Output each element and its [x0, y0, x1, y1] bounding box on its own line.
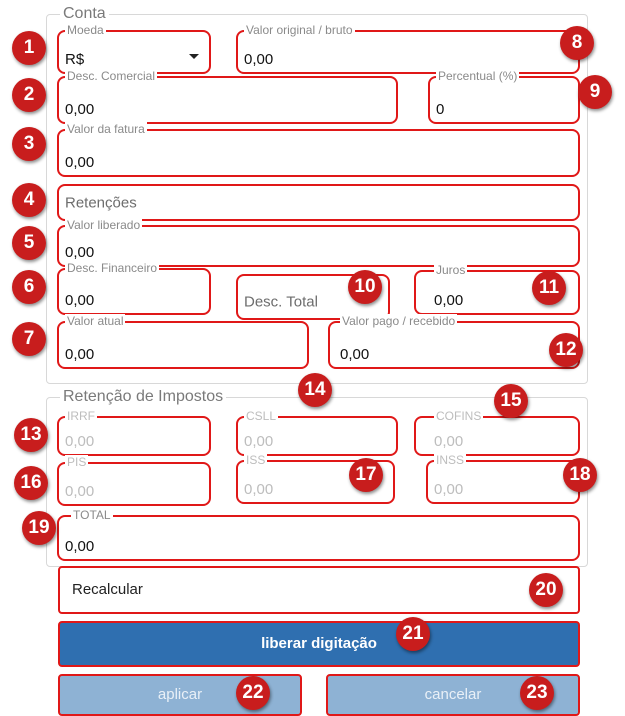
retencao-legend: Retenção de Impostos	[60, 388, 226, 406]
recalcular-button[interactable]	[58, 566, 580, 614]
annotation-badge-7: 7	[12, 322, 46, 356]
valor-original-value: 0,00	[244, 51, 274, 68]
desc-financeiro-label: Desc. Financeiro	[67, 261, 158, 275]
annotation-badge-17: 17	[349, 458, 383, 492]
valor-pago-value: 0,00	[340, 346, 370, 363]
aplicar-label: aplicar	[157, 686, 203, 703]
desc-comercial-label: Desc. Comercial	[67, 69, 156, 83]
annotation-badge-20: 20	[529, 573, 563, 607]
annotation-badge-6: 6	[12, 270, 46, 304]
irrf-value: 0,00	[65, 433, 95, 450]
cofins-value: 0,00	[434, 433, 464, 450]
irrf-input	[57, 409, 211, 456]
desc-comercial-input[interactable]	[57, 69, 398, 124]
liberar-digitacao-label: liberar digitação	[261, 635, 377, 652]
conta-legend: Conta	[60, 5, 109, 23]
inss-input	[426, 453, 580, 504]
iss-value: 0,00	[244, 481, 274, 498]
annotation-badge-3: 3	[12, 127, 46, 161]
annotation-badge-15: 15	[494, 384, 528, 418]
retencoes-input[interactable]	[57, 184, 580, 221]
iss-label: ISS	[246, 453, 266, 467]
valor-liberado-label: Valor liberado	[67, 218, 141, 232]
valor-pago-label: Valor pago / recebido	[342, 314, 456, 328]
annotation-badge-22: 22	[236, 676, 270, 710]
cofins-input	[414, 409, 580, 456]
juros-label: Juros	[436, 263, 466, 277]
annotation-badge-5: 5	[12, 226, 46, 260]
annotation-badge-12: 12	[549, 333, 583, 367]
cofins-label: COFINS	[436, 409, 482, 423]
percentual-label: Percentual (%)	[438, 69, 518, 83]
pis-input	[57, 455, 211, 506]
recalcular-label: Recalcular	[72, 581, 143, 598]
desc-comercial-value: 0,00	[65, 101, 95, 118]
inss-label: INSS	[436, 453, 465, 467]
valor-original-input[interactable]	[236, 23, 580, 74]
moeda-label: Moeda	[67, 23, 104, 37]
moeda-select[interactable]	[57, 23, 211, 74]
liberar-digitacao-button[interactable]	[58, 621, 580, 667]
valor-original-label: Valor original / bruto	[246, 23, 353, 37]
csll-input	[236, 409, 398, 456]
cancelar-label: cancelar	[424, 686, 482, 703]
pis-label: PIS	[67, 455, 87, 469]
valor-fatura-value: 0,00	[65, 154, 95, 171]
moeda-value: R$	[65, 51, 85, 68]
csll-value: 0,00	[244, 433, 274, 450]
pis-value: 0,00	[65, 483, 95, 500]
valor-fatura-input[interactable]	[57, 122, 580, 177]
irrf-label: IRRF	[67, 409, 95, 423]
valor-liberado-value: 0,00	[65, 244, 95, 261]
inss-value: 0,00	[434, 481, 464, 498]
total-label: TOTAL	[73, 508, 111, 522]
annotation-badge-4: 4	[12, 183, 46, 217]
annotation-badge-23: 23	[520, 676, 554, 710]
retencoes-placeholder: Retenções	[65, 194, 137, 211]
desc-financeiro-value: 0,00	[65, 292, 95, 309]
annotation-badge-1: 1	[12, 31, 46, 65]
annotation-badge-8: 8	[560, 26, 594, 60]
annotation-badge-16: 16	[14, 466, 48, 500]
total-value: 0,00	[65, 538, 95, 555]
csll-label: CSLL	[246, 409, 277, 423]
valor-atual-value: 0,00	[65, 346, 95, 363]
annotation-badge-9: 9	[578, 75, 612, 109]
valor-atual-label: Valor atual	[67, 314, 124, 328]
annotation-badge-10: 10	[348, 270, 382, 304]
annotation-badge-14: 14	[298, 373, 332, 407]
annotation-badge-21: 21	[396, 617, 430, 651]
annotation-badge-2: 2	[12, 78, 46, 112]
valor-pago-input[interactable]	[328, 314, 580, 369]
annotation-badge-13: 13	[14, 418, 48, 452]
percentual-input[interactable]	[428, 69, 580, 124]
annotation-badge-18: 18	[563, 458, 597, 492]
desc-financeiro-input[interactable]	[57, 261, 211, 315]
annotation-badge-19: 19	[22, 511, 56, 545]
juros-value: 0,00	[434, 292, 464, 309]
annotation-badge-11: 11	[532, 271, 566, 305]
total-input[interactable]	[57, 508, 580, 561]
desc-total-placeholder: Desc. Total	[244, 293, 318, 311]
percentual-value: 0	[436, 101, 445, 118]
chevron-down-icon	[189, 54, 199, 59]
valor-atual-input[interactable]	[57, 314, 309, 369]
valor-fatura-label: Valor da fatura	[67, 122, 145, 136]
